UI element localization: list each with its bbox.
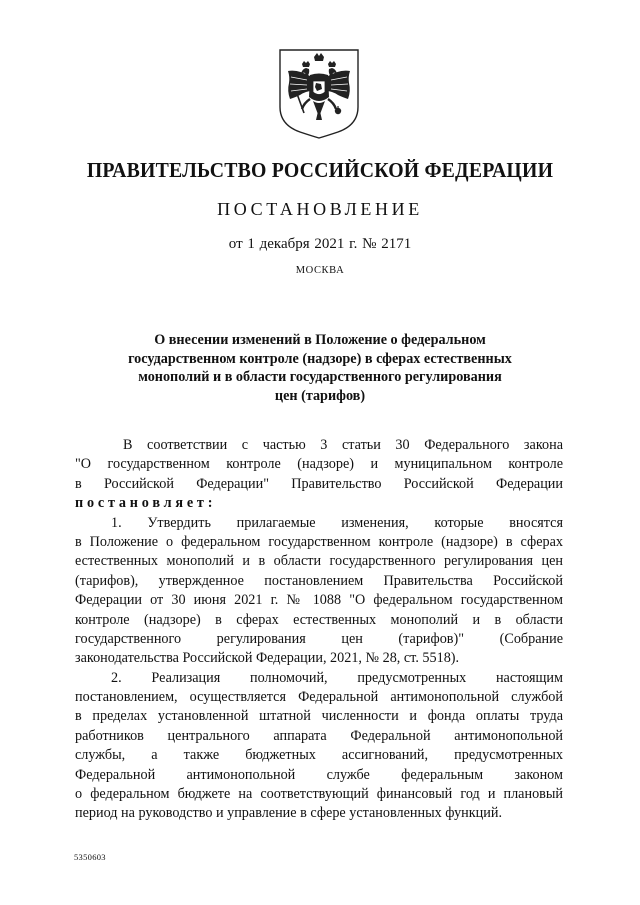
city-name: МОСКВА (295, 265, 345, 276)
preamble-line: В соответствии с частью 3 статьи 30 Федерального закона (123, 437, 563, 453)
item-1-line: (тарифов), утвержденное постановлением Правительства Российской (75, 572, 563, 589)
title-line: О внесении изменений в Положение о федеральном (154, 332, 486, 348)
item-1-line: Федерации от 30 июня 2021 г. № 1088 "О федеральном государственном (75, 592, 563, 609)
item-2-line: постановлением, осуществляется Федеральной антимонопольной службой (75, 689, 563, 706)
preamble-line: "О государственном контроле (надзоре) и муниципальном контроле (75, 456, 563, 473)
title-line: цен (тарифов) (274, 387, 366, 404)
item-2-line: в пределах установленной штатной численности и фонда оплаты труда (75, 708, 563, 725)
coat-of-arms-icon (276, 47, 362, 139)
item-1-line: государственного регулирования цен (тарифов)" (Собрание (75, 630, 563, 647)
item-1-line: в Положение о федеральном государственном контроле (надзоре) в сферах (75, 533, 563, 550)
item-2-line: Федеральной антимонопольной службе федеральным законом (75, 766, 563, 783)
item-2-line: о федеральном бюджете на соответствующий финансовый год и плановый (75, 786, 563, 803)
item-1-line: законодательства Российской Федерации, 2021, № 28, ст. 5518). (75, 650, 460, 667)
document-type: ПОСТАНОВЛЕНИЕ (217, 199, 423, 219)
document-body (75, 436, 563, 824)
date-and-number: от 1 декабря 2021 г. № 2171 (228, 236, 412, 252)
item-1-line: 1. Утвердить прилагаемые изменения, которые вносятся (111, 514, 563, 531)
title-line: государственном контроле (надзоре) в сферах естественных (128, 350, 512, 367)
item-2-line: работников центрального аппарата Федеральной антимонопольной (75, 727, 563, 744)
item-2-line: службы, а также бюджетных ассигнований, предусмотренных (75, 747, 563, 764)
item-1-line: контроле (надзоре) в сферах естественных монополий и в области (75, 611, 563, 628)
item-1-line: естественных монополий и в области государственного регулирования цен (75, 553, 563, 570)
document-title (120, 331, 520, 405)
resolves-line (75, 494, 563, 513)
resolves-word: постановляет: (75, 495, 217, 512)
item-2-line: 2. Реализация полномочий, предусмотренных настоящим (111, 669, 563, 686)
preamble-line: в Российской Федерации" Правительство Российской Федерации (75, 475, 563, 492)
document-code: 5350603 (74, 852, 106, 862)
government-name: ПРАВИТЕЛЬСТВО РОССИЙСКОЙ ФЕДЕРАЦИИ (86, 158, 554, 182)
title-line: монополий и в области государственного регулирования (138, 369, 502, 385)
item-2-line: период на руководство и управление в сфере установленных функций. (75, 805, 502, 822)
